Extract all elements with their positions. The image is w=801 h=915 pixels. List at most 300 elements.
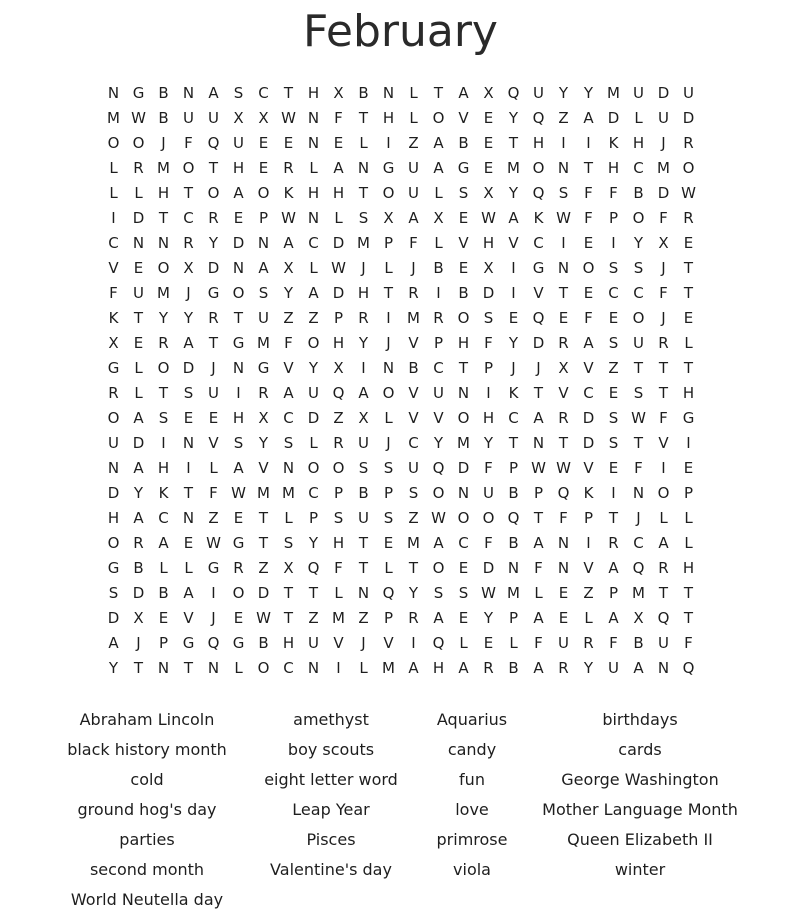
grid-cell[interactable]: F [484, 534, 493, 552]
grid-cell[interactable]: E [483, 109, 494, 127]
grid-cell[interactable]: E [208, 409, 219, 427]
grid-cell[interactable]: F [184, 134, 193, 152]
grid-cell[interactable]: E [233, 509, 244, 527]
grid-cell[interactable]: B [158, 109, 169, 127]
grid-cell[interactable]: R [558, 334, 569, 352]
grid-cell[interactable]: Q [332, 384, 345, 402]
grid-cell[interactable]: R [408, 284, 419, 302]
grid-cell[interactable]: N [457, 384, 470, 402]
grid-cell[interactable]: J [361, 259, 366, 277]
grid-cell[interactable]: P [158, 634, 169, 652]
grid-cell[interactable]: U [608, 659, 619, 677]
grid-cell[interactable]: L [584, 609, 593, 627]
grid-cell[interactable]: T [208, 334, 219, 352]
grid-cell[interactable]: O [382, 184, 395, 202]
grid-cell[interactable]: B [158, 84, 169, 102]
grid-cell[interactable]: I [411, 634, 416, 652]
grid-cell[interactable]: V [408, 409, 419, 427]
grid-cell[interactable]: Y [483, 434, 494, 452]
grid-cell[interactable]: N [157, 659, 170, 677]
grid-cell[interactable]: E [333, 134, 344, 152]
grid-cell[interactable]: N [107, 84, 120, 102]
grid-cell[interactable]: M [332, 609, 345, 627]
grid-cell[interactable]: R [133, 159, 144, 177]
grid-cell[interactable]: E [583, 284, 594, 302]
grid-cell[interactable]: A [633, 659, 644, 677]
grid-cell[interactable]: A [133, 509, 144, 527]
grid-cell[interactable]: G [232, 634, 245, 652]
grid-cell[interactable]: E [233, 609, 244, 627]
grid-cell[interactable]: A [608, 609, 619, 627]
grid-cell[interactable]: E [458, 259, 469, 277]
grid-cell[interactable]: L [334, 209, 343, 227]
grid-cell[interactable]: X [333, 359, 344, 377]
grid-cell[interactable]: O [457, 509, 470, 527]
grid-cell[interactable]: N [657, 659, 670, 677]
grid-cell[interactable]: L [534, 584, 543, 602]
grid-cell[interactable]: O [632, 309, 645, 327]
grid-cell[interactable]: T [583, 159, 594, 177]
grid-cell[interactable]: J [386, 434, 391, 452]
grid-cell[interactable]: S [383, 509, 394, 527]
grid-cell[interactable]: S [608, 259, 619, 277]
grid-cell[interactable]: S [283, 434, 294, 452]
grid-cell[interactable]: D [307, 409, 320, 427]
grid-cell[interactable]: M [157, 159, 170, 177]
grid-cell[interactable]: K [108, 309, 119, 327]
grid-cell[interactable]: O [157, 359, 170, 377]
grid-cell[interactable]: D [332, 234, 345, 252]
grid-cell[interactable]: F [584, 209, 593, 227]
grid-cell[interactable]: Z [608, 359, 619, 377]
grid-cell[interactable]: A [408, 659, 419, 677]
grid-cell[interactable]: X [283, 559, 294, 577]
grid-cell[interactable]: S [633, 259, 644, 277]
grid-cell[interactable]: P [433, 334, 444, 352]
grid-cell[interactable]: J [136, 634, 141, 652]
grid-cell[interactable]: O [482, 509, 495, 527]
grid-cell[interactable]: R [283, 159, 294, 177]
grid-cell[interactable]: Z [408, 509, 419, 527]
grid-cell[interactable]: N [132, 234, 145, 252]
grid-cell[interactable]: Y [408, 584, 419, 602]
grid-cell[interactable]: Q [657, 609, 670, 627]
grid-cell[interactable]: X [258, 409, 269, 427]
grid-cell[interactable]: Q [632, 559, 645, 577]
grid-cell[interactable]: Z [408, 134, 419, 152]
grid-cell[interactable]: R [483, 659, 494, 677]
grid-cell[interactable]: G [382, 159, 395, 177]
grid-cell[interactable]: E [183, 534, 194, 552]
grid-cell[interactable]: S [358, 209, 369, 227]
grid-cell[interactable]: S [233, 434, 244, 452]
grid-cell[interactable]: Z [358, 609, 369, 627]
grid-cell[interactable]: H [332, 334, 345, 352]
grid-cell[interactable]: S [458, 184, 469, 202]
grid-cell[interactable]: M [407, 534, 420, 552]
grid-cell[interactable]: R [208, 209, 219, 227]
grid-cell[interactable]: S [158, 409, 169, 427]
grid-cell[interactable]: J [211, 359, 216, 377]
grid-cell[interactable]: V [383, 634, 394, 652]
grid-cell[interactable]: X [108, 334, 119, 352]
grid-cell[interactable]: H [682, 384, 695, 402]
grid-cell[interactable]: F [209, 484, 218, 502]
grid-cell[interactable]: A [658, 534, 669, 552]
grid-cell[interactable]: Q [307, 559, 320, 577]
grid-cell[interactable]: M [282, 484, 295, 502]
grid-cell[interactable]: L [509, 634, 518, 652]
grid-cell[interactable]: I [561, 134, 566, 152]
grid-cell[interactable]: N [207, 659, 220, 677]
grid-cell[interactable]: S [483, 309, 494, 327]
grid-cell[interactable]: O [532, 159, 545, 177]
grid-cell[interactable]: M [507, 584, 520, 602]
grid-cell[interactable]: P [583, 509, 594, 527]
grid-cell[interactable]: N [357, 159, 370, 177]
grid-cell[interactable]: P [308, 509, 319, 527]
grid-cell[interactable]: Q [207, 634, 220, 652]
grid-cell[interactable]: A [408, 209, 419, 227]
grid-cell[interactable]: P [533, 484, 544, 502]
grid-cell[interactable]: W [556, 459, 571, 477]
grid-cell[interactable]: U [358, 509, 369, 527]
grid-cell[interactable]: M [607, 84, 620, 102]
grid-cell[interactable]: M [507, 159, 520, 177]
grid-cell[interactable]: X [183, 259, 194, 277]
grid-cell[interactable]: N [557, 259, 570, 277]
grid-cell[interactable]: V [508, 234, 519, 252]
grid-cell[interactable]: Z [208, 509, 219, 527]
grid-cell[interactable]: T [433, 84, 444, 102]
grid-cell[interactable]: D [682, 109, 695, 127]
grid-cell[interactable]: B [408, 359, 419, 377]
grid-cell[interactable]: T [133, 309, 144, 327]
grid-cell[interactable]: A [233, 459, 244, 477]
grid-cell[interactable]: I [386, 309, 391, 327]
grid-cell[interactable]: R [433, 309, 444, 327]
grid-cell[interactable]: H [157, 459, 170, 477]
grid-cell[interactable]: B [633, 184, 644, 202]
grid-cell[interactable]: H [482, 234, 495, 252]
grid-cell[interactable]: P [383, 484, 394, 502]
grid-cell[interactable]: N [457, 484, 470, 502]
grid-cell[interactable]: O [257, 184, 270, 202]
grid-cell[interactable]: S [383, 459, 394, 477]
grid-cell[interactable]: F [334, 559, 343, 577]
grid-cell[interactable]: D [132, 209, 145, 227]
grid-cell[interactable]: O [232, 584, 245, 602]
grid-cell[interactable]: A [533, 409, 544, 427]
grid-cell[interactable]: E [508, 309, 519, 327]
grid-cell[interactable]: U [183, 109, 194, 127]
grid-cell[interactable]: U [208, 109, 219, 127]
grid-cell[interactable]: J [536, 359, 541, 377]
grid-cell[interactable]: I [611, 234, 616, 252]
grid-cell[interactable]: R [583, 634, 594, 652]
grid-cell[interactable]: F [609, 634, 618, 652]
grid-cell[interactable]: D [582, 409, 595, 427]
grid-cell[interactable]: F [484, 334, 493, 352]
grid-cell[interactable]: B [158, 584, 169, 602]
grid-cell[interactable]: T [358, 534, 369, 552]
grid-cell[interactable]: A [583, 109, 594, 127]
grid-cell[interactable]: D [232, 234, 245, 252]
grid-cell[interactable]: R [358, 309, 369, 327]
grid-cell[interactable]: C [183, 209, 194, 227]
grid-cell[interactable]: O [182, 159, 195, 177]
grid-cell[interactable]: S [458, 584, 469, 602]
grid-cell[interactable]: B [433, 259, 444, 277]
grid-cell[interactable]: P [383, 609, 394, 627]
grid-cell[interactable]: E [483, 159, 494, 177]
grid-cell[interactable]: T [658, 384, 669, 402]
grid-cell[interactable]: N [357, 584, 370, 602]
grid-cell[interactable]: T [683, 259, 694, 277]
grid-cell[interactable]: A [133, 459, 144, 477]
grid-cell[interactable]: T [633, 434, 644, 452]
grid-cell[interactable]: I [236, 384, 241, 402]
grid-cell[interactable]: C [283, 659, 294, 677]
grid-cell[interactable]: V [433, 409, 444, 427]
grid-cell[interactable]: E [383, 534, 394, 552]
grid-cell[interactable]: O [432, 484, 445, 502]
grid-cell[interactable]: X [333, 84, 344, 102]
grid-cell[interactable]: T [408, 559, 419, 577]
grid-cell[interactable]: D [482, 284, 495, 302]
grid-cell[interactable]: T [358, 109, 369, 127]
grid-cell[interactable]: M [157, 284, 170, 302]
grid-cell[interactable]: S [283, 534, 294, 552]
grid-cell[interactable]: X [483, 184, 494, 202]
grid-cell[interactable]: W [481, 584, 496, 602]
grid-cell[interactable]: K [583, 484, 594, 502]
grid-cell[interactable]: G [682, 409, 695, 427]
grid-cell[interactable]: N [307, 659, 320, 677]
grid-cell[interactable]: L [434, 234, 443, 252]
grid-cell[interactable]: Q [382, 584, 395, 602]
grid-cell[interactable]: L [684, 534, 693, 552]
grid-cell[interactable]: E [458, 609, 469, 627]
grid-cell[interactable]: S [333, 509, 344, 527]
grid-cell[interactable]: Y [183, 309, 194, 327]
grid-cell[interactable]: Z [258, 559, 269, 577]
grid-cell[interactable]: C [533, 234, 544, 252]
grid-cell[interactable]: M [457, 434, 470, 452]
grid-cell[interactable]: Q [532, 309, 545, 327]
grid-cell[interactable]: M [257, 334, 270, 352]
grid-cell[interactable]: N [257, 234, 270, 252]
grid-cell[interactable]: O [157, 259, 170, 277]
grid-cell[interactable]: L [684, 334, 693, 352]
grid-cell[interactable]: L [384, 259, 393, 277]
grid-cell[interactable]: A [433, 609, 444, 627]
grid-cell[interactable]: A [208, 84, 219, 102]
grid-cell[interactable]: B [508, 534, 519, 552]
grid-cell[interactable]: G [232, 534, 245, 552]
grid-cell[interactable]: I [686, 434, 691, 452]
grid-cell[interactable]: A [508, 209, 519, 227]
grid-cell[interactable]: V [583, 359, 594, 377]
grid-cell[interactable]: O [132, 134, 145, 152]
grid-cell[interactable]: T [158, 384, 169, 402]
grid-cell[interactable]: G [532, 259, 545, 277]
grid-cell[interactable]: C [608, 284, 619, 302]
grid-cell[interactable]: O [332, 459, 345, 477]
grid-cell[interactable]: J [511, 359, 516, 377]
grid-cell[interactable]: R [183, 234, 194, 252]
grid-cell[interactable]: D [257, 584, 270, 602]
grid-cell[interactable]: Q [532, 109, 545, 127]
grid-cell[interactable]: O [457, 409, 470, 427]
grid-cell[interactable]: L [184, 559, 193, 577]
grid-cell[interactable]: L [359, 134, 368, 152]
grid-cell[interactable]: E [558, 609, 569, 627]
grid-cell[interactable]: U [483, 484, 494, 502]
grid-cell[interactable]: E [583, 234, 594, 252]
grid-cell[interactable]: T [683, 609, 694, 627]
grid-cell[interactable]: F [284, 334, 293, 352]
grid-cell[interactable]: C [108, 234, 119, 252]
grid-cell[interactable]: W [531, 459, 546, 477]
grid-cell[interactable]: N [557, 159, 570, 177]
grid-cell[interactable]: H [282, 634, 295, 652]
grid-cell[interactable]: I [336, 659, 341, 677]
grid-cell[interactable]: L [409, 109, 418, 127]
grid-cell[interactable]: L [659, 509, 668, 527]
grid-cell[interactable]: H [632, 134, 645, 152]
grid-cell[interactable]: E [683, 459, 694, 477]
grid-cell[interactable]: I [511, 284, 516, 302]
grid-cell[interactable]: E [608, 309, 619, 327]
grid-cell[interactable]: O [657, 484, 670, 502]
grid-cell[interactable]: D [207, 259, 220, 277]
grid-cell[interactable]: C [633, 534, 644, 552]
grid-cell[interactable]: K [608, 134, 619, 152]
grid-cell[interactable]: F [634, 459, 643, 477]
grid-cell[interactable]: N [232, 259, 245, 277]
grid-cell[interactable]: W [206, 534, 221, 552]
grid-cell[interactable]: Y [308, 359, 319, 377]
grid-cell[interactable]: L [359, 659, 368, 677]
grid-cell[interactable]: R [158, 334, 169, 352]
grid-cell[interactable]: N [557, 559, 570, 577]
grid-cell[interactable]: B [508, 484, 519, 502]
grid-cell[interactable]: O [307, 459, 320, 477]
grid-cell[interactable]: P [483, 359, 494, 377]
grid-cell[interactable]: A [458, 659, 469, 677]
grid-cell[interactable]: D [182, 359, 195, 377]
grid-cell[interactable]: L [309, 434, 318, 452]
grid-cell[interactable]: H [232, 159, 245, 177]
grid-cell[interactable]: Y [583, 84, 594, 102]
grid-cell[interactable]: T [383, 284, 394, 302]
grid-cell[interactable]: L [134, 384, 143, 402]
grid-cell[interactable]: H [357, 284, 370, 302]
grid-cell[interactable]: Y [158, 309, 169, 327]
grid-cell[interactable]: U [533, 84, 544, 102]
grid-cell[interactable]: S [408, 484, 419, 502]
grid-cell[interactable]: K [158, 484, 169, 502]
grid-cell[interactable]: T [158, 209, 169, 227]
grid-cell[interactable]: T [508, 134, 519, 152]
grid-cell[interactable]: L [309, 159, 318, 177]
grid-cell[interactable]: O [107, 534, 120, 552]
grid-cell[interactable]: B [508, 659, 519, 677]
grid-cell[interactable]: E [483, 134, 494, 152]
grid-cell[interactable]: A [333, 159, 344, 177]
grid-cell[interactable]: Q [682, 659, 695, 677]
grid-cell[interactable]: R [683, 209, 694, 227]
grid-cell[interactable]: S [258, 284, 269, 302]
grid-cell[interactable]: T [533, 384, 544, 402]
grid-cell[interactable]: A [608, 559, 619, 577]
grid-cell[interactable]: Z [283, 309, 294, 327]
grid-cell[interactable]: C [408, 434, 419, 452]
grid-cell[interactable]: R [658, 334, 669, 352]
grid-cell[interactable]: O [582, 259, 595, 277]
grid-cell[interactable]: Z [308, 609, 319, 627]
grid-cell[interactable]: G [182, 634, 195, 652]
grid-cell[interactable]: P [383, 234, 394, 252]
grid-cell[interactable]: I [111, 209, 116, 227]
grid-cell[interactable]: I [361, 359, 366, 377]
grid-cell[interactable]: R [208, 309, 219, 327]
grid-cell[interactable]: V [408, 334, 419, 352]
grid-cell[interactable]: A [183, 334, 194, 352]
grid-cell[interactable]: F [334, 109, 343, 127]
grid-cell[interactable]: X [558, 359, 569, 377]
grid-cell[interactable]: T [683, 359, 694, 377]
grid-cell[interactable]: X [283, 259, 294, 277]
grid-cell[interactable]: F [684, 634, 693, 652]
grid-cell[interactable]: B [358, 84, 369, 102]
grid-cell[interactable]: P [683, 484, 694, 502]
grid-cell[interactable]: E [183, 409, 194, 427]
grid-cell[interactable]: H [332, 534, 345, 552]
grid-cell[interactable]: G [207, 559, 220, 577]
grid-cell[interactable]: R [558, 659, 569, 677]
grid-cell[interactable]: G [132, 84, 145, 102]
grid-cell[interactable]: L [384, 409, 393, 427]
grid-cell[interactable]: H [482, 409, 495, 427]
grid-cell[interactable]: O [107, 134, 120, 152]
grid-cell[interactable]: W [281, 209, 296, 227]
grid-cell[interactable]: F [659, 209, 668, 227]
grid-cell[interactable]: S [608, 409, 619, 427]
grid-cell[interactable]: F [659, 284, 668, 302]
grid-cell[interactable]: O [632, 209, 645, 227]
grid-cell[interactable]: A [308, 284, 319, 302]
grid-cell[interactable]: D [107, 484, 120, 502]
grid-cell[interactable]: E [258, 134, 269, 152]
grid-cell[interactable]: N [632, 484, 645, 502]
grid-cell[interactable]: T [508, 434, 519, 452]
grid-cell[interactable]: F [584, 309, 593, 327]
grid-cell[interactable]: T [258, 534, 269, 552]
grid-cell[interactable]: C [283, 409, 294, 427]
grid-cell[interactable]: X [358, 409, 369, 427]
grid-cell[interactable]: U [308, 384, 319, 402]
grid-cell[interactable]: A [433, 134, 444, 152]
grid-cell[interactable]: G [257, 359, 270, 377]
grid-cell[interactable]: O [307, 334, 320, 352]
grid-cell[interactable]: A [183, 584, 194, 602]
grid-cell[interactable]: X [133, 609, 144, 627]
grid-cell[interactable]: F [109, 284, 118, 302]
grid-cell[interactable]: U [633, 84, 644, 102]
grid-cell[interactable]: H [107, 509, 120, 527]
